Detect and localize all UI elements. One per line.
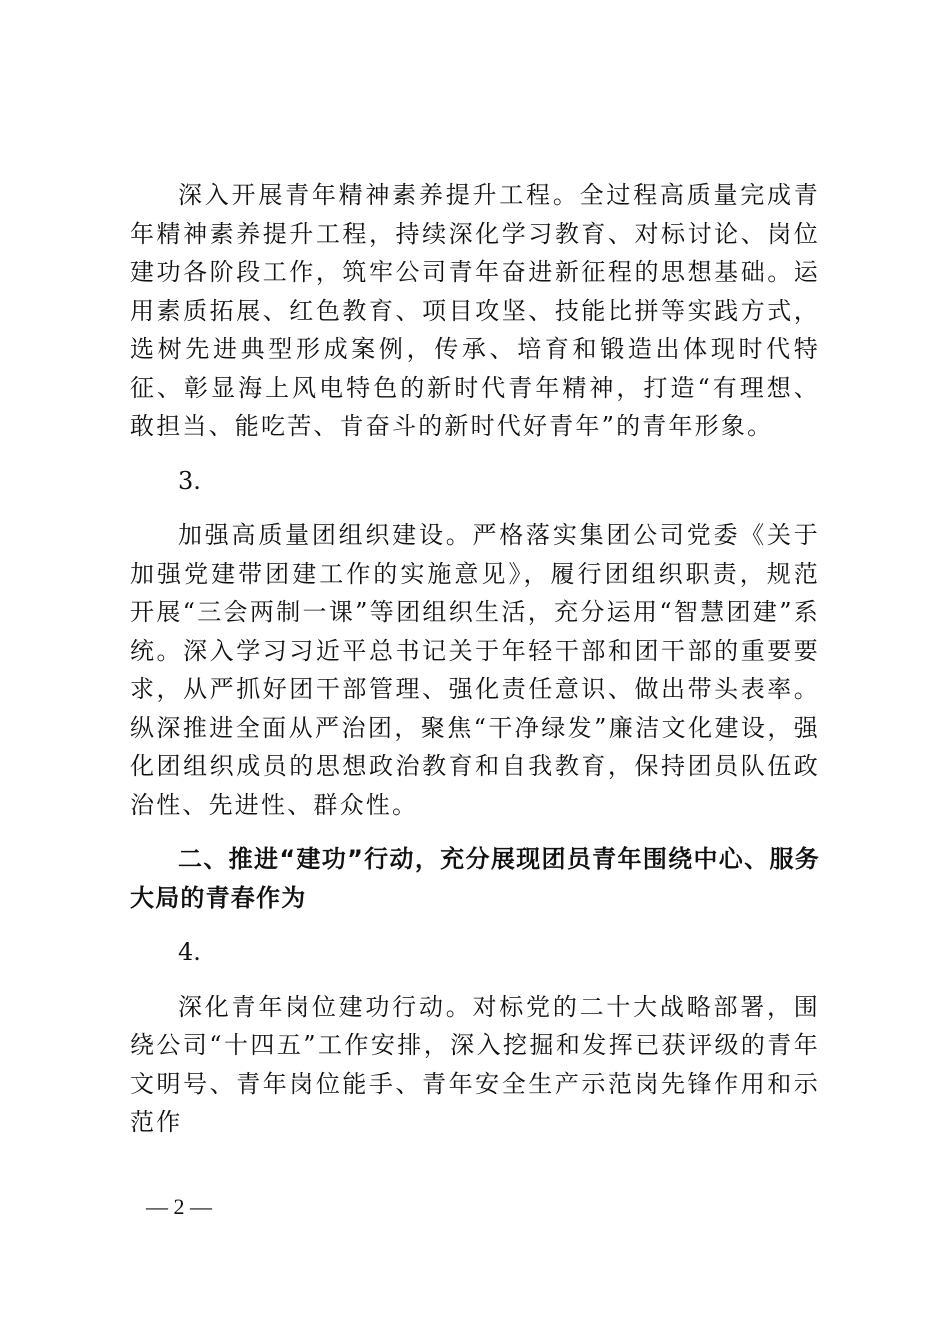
item-number-4: 4. (178, 938, 201, 966)
paragraph-youth-spirit: 深入开展青年精神素养提升工程。全过程高质量完成青年精神素养提升工程，持续深化学习教育、对标讨论、岗位建功各阶段工作，筑牢公司青年奋进新征程的思想基础。运用素质拓展、红色教育、项目攻坚、技能比拼等实践方式，选树先进典型形成案例，传承、培育和锻造出体现时代特征、彰显海上风电特色的新时代青年精神，打造“有理想、敢担当、能吃苦、肯奋斗的新时代好青年”的青年形象。 (130, 181, 820, 440)
section-heading-2: 二、推进“建功”行动，充分展现团员青年围绕中心、服务大局的青春作为 (130, 845, 820, 912)
paragraph-league-organization: 加强高质量团组织建设。严格落实集团公司党委《关于加强党建带团建工作的实施意见》，履行团组织职责，规范开展“三会两制一课”等团组织生活，充分运用“智慧团建”系统。深入学习习近平总书记关于年轻干部和团干部的重要要求，从严抓好团干部管理、强化责任意识、做出带头表率。纵深推进全面从严治团，聚焦“干净绿发”廉洁文化建设，强化团组织成员的思想政治教育和自我教育，保持团员队伍政治性、先进性、群众性。 (130, 521, 820, 819)
page-number: — 2 — (146, 1194, 212, 1219)
paragraph-post-contribution: 深化青年岗位建功行动。对标党的二十大战略部署，围绕公司“十四五”工作安排，深入挖掘和发挥已获评级的青年文明号、青年岗位能手、青年安全生产示范岗先锋作用和示范作 (130, 992, 820, 1136)
item-number-3: 3. (178, 466, 201, 495)
document-body (130, 176, 820, 1142)
